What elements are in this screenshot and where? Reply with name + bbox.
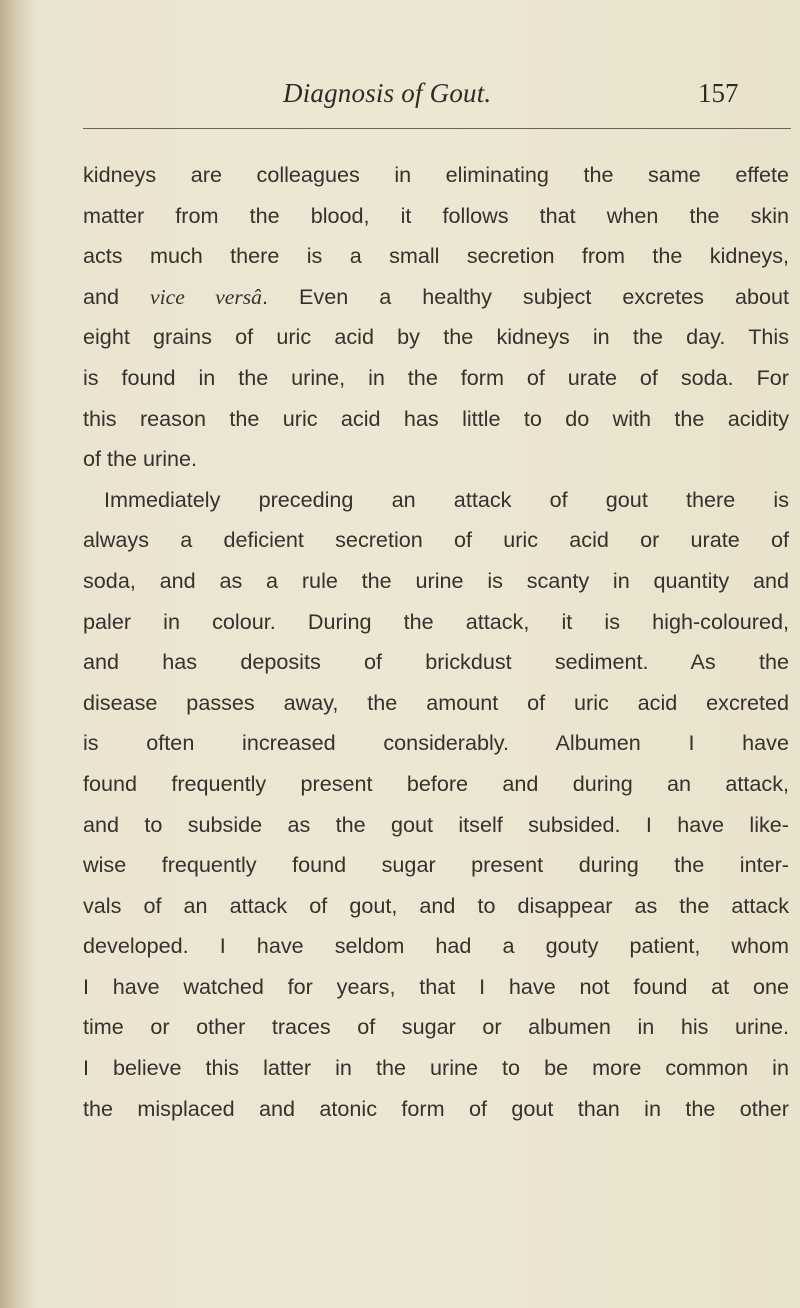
text-line: matter from the blood, it follows that when the skin	[83, 202, 789, 228]
text-line: disease passes away, the amount of uric acid excreted	[83, 689, 789, 715]
text-line: the misplaced and atonic form of gout than in the other	[83, 1095, 789, 1121]
text-line: eight grains of uric acid by the kidneys in the day. This	[83, 324, 789, 350]
text-line: vals of an attack of gout, and to disappear as the attack	[83, 892, 789, 918]
text-line: acts much there is a small secretion from the kidneys,	[83, 243, 789, 269]
text-line: and has deposits of brickdust sediment. As the	[83, 649, 789, 675]
text-line: always a deficient secretion of uric acid or urate of	[83, 527, 789, 553]
italic-phrase: vice versâ	[150, 284, 262, 309]
text-line: kidneys are colleagues in eliminating the same effete	[83, 162, 789, 187]
header-rule	[83, 128, 791, 129]
page-number: 157	[698, 78, 739, 108]
text-line: Immediately preceding an attack of gout there is	[104, 486, 789, 512]
text-line: soda, and as a rule the urine is scanty in quantity and	[83, 567, 789, 593]
page-header	[0, 78, 800, 118]
binding-gutter	[0, 0, 34, 1308]
text-line: time or other traces of sugar or albumen in his urine.	[83, 1014, 789, 1040]
text-line: is found in the urine, in the form of urate of soda. For	[83, 364, 789, 390]
text-line: I believe this latter in the urine to be more common in	[83, 1055, 789, 1081]
running-title: Diagnosis of Gout.	[283, 78, 492, 108]
text-line: wise frequently found sugar present during the inter-	[83, 852, 789, 878]
text-line: paler in colour. During the attack, it is high-coloured,	[83, 608, 789, 634]
text-line: and to subside as the gout itself subsided. I have like-	[83, 811, 789, 837]
text-line: developed. I have seldom had a gouty patient, whom	[83, 933, 789, 959]
text-line: and vice versâ. Even a healthy subject excretes about	[83, 283, 789, 309]
body-text	[83, 155, 789, 1129]
text-line: found frequently present before and during an attack,	[83, 770, 789, 796]
text-line: is often increased considerably. Albumen I have	[83, 730, 789, 756]
text-line: of the urine.	[83, 446, 198, 472]
text-line: this reason the uric acid has little to do with the acidity	[83, 405, 789, 431]
text-line: I have watched for years, that I have not found at one	[83, 973, 789, 999]
